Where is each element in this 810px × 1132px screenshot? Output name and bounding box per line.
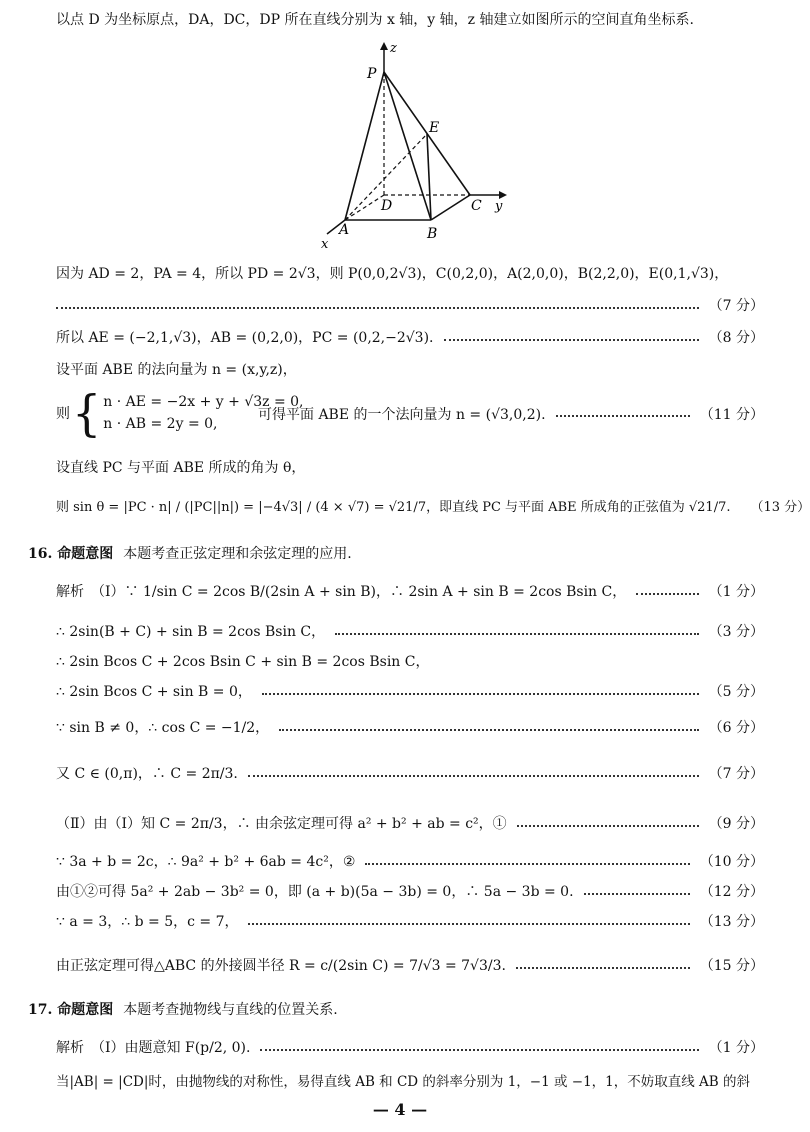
q17-heading bbox=[28, 1000, 338, 1020]
leader-dots bbox=[584, 893, 690, 895]
step-text: 由正弦定理可得△ABC 的外接圆半径 R = c/(2sin C) = 7/√3 = 7√3/3. bbox=[56, 958, 506, 974]
label-z: z bbox=[390, 41, 397, 56]
sys-result-text: 可得平面 ABE 的一个法向量为 n = (√3,0,2). bbox=[258, 407, 546, 423]
score: （7 分） bbox=[708, 298, 764, 314]
q16-step bbox=[56, 956, 764, 976]
score: （7 分） bbox=[708, 766, 764, 782]
step-text: ∵ 3a + b = 2c，∴ 9a² + b² + 6ab = 4c²，② bbox=[56, 854, 356, 870]
vectors-text: 所以 AE = (−2,1,√3)，AB = (0,2,0)，PC = (0,2,−2√3). bbox=[56, 330, 434, 346]
system-result-line bbox=[258, 404, 764, 424]
step-text: ∵ a = 3，∴ b = 5，c = 7， bbox=[56, 914, 239, 930]
coords-score-line bbox=[56, 296, 764, 316]
leader-dots bbox=[636, 593, 698, 595]
step-text: ∴ 2sin(B + C) + sin B = 2cos Bsin C， bbox=[56, 624, 326, 640]
sin-text: 则 sin θ = |PC · n| / (|PC||n|) = |−4√3| / (4 × √7) = √21/7，即直线 PC 与平面 ABE 所成角的正弦值为 √21/7. bbox=[56, 500, 731, 515]
q16-number: 16. 命题意图 bbox=[28, 546, 114, 562]
q16-step bbox=[56, 622, 764, 642]
q16-step bbox=[56, 814, 764, 834]
leader-dots bbox=[365, 863, 689, 865]
leader-dots bbox=[335, 633, 699, 635]
leader-dots bbox=[279, 729, 698, 731]
q17-step bbox=[56, 1072, 764, 1092]
q17-number: 17. 命题意图 bbox=[28, 1002, 114, 1018]
step-text: ∵ sin B ≠ 0，∴ cos C = −1/2， bbox=[56, 720, 270, 736]
leader-dots bbox=[556, 415, 690, 417]
angle-intro-line bbox=[56, 458, 764, 478]
leader-dots bbox=[517, 825, 699, 827]
leader-dots bbox=[516, 967, 690, 969]
edge-PC bbox=[384, 72, 470, 195]
label-B: B bbox=[427, 226, 438, 242]
label-C: C bbox=[471, 198, 482, 214]
leader-dots bbox=[248, 923, 689, 925]
q16-intent: 本题考查正弦定理和余弦定理的应用. bbox=[123, 546, 352, 562]
angle-intro-text: 设直线 PC 与平面 ABE 所成的角为 θ， bbox=[56, 460, 306, 476]
q16-step bbox=[56, 882, 764, 902]
step-text: 解析 （Ⅰ）∵ 1/sin C = 2cos B/(2sin A + sin B)，∴ 2sin A + sin B = 2cos Bsin C， bbox=[56, 584, 627, 600]
coords-text: 因为 AD = 2，PA = 4，所以 PD = 2√3，则 P(0,0,2√3)，C(0,2,0)，A(2,0,0)，B(2,2,0)，E(0,1,√3)， bbox=[56, 266, 729, 282]
q16-step bbox=[56, 852, 764, 872]
label-D: D bbox=[381, 198, 393, 214]
score: （9 分） bbox=[708, 816, 764, 832]
score: （10 分） bbox=[699, 854, 764, 870]
z-axis-arrow bbox=[380, 42, 388, 50]
edge-PA bbox=[345, 72, 384, 220]
label-A: A bbox=[339, 222, 350, 238]
leader-dots bbox=[248, 775, 699, 777]
score: （8 分） bbox=[708, 330, 764, 346]
score: （5 分） bbox=[708, 684, 764, 700]
q16-step bbox=[56, 582, 764, 602]
intro-text: 以点 D 为坐标原点，DA，DC，DP 所在直线分别为 x 轴，y 轴，z 轴建立如图所示的空间直角坐标系. bbox=[56, 12, 694, 28]
leader-dots bbox=[262, 693, 699, 695]
system-row-2: n · AB = 2y = 0, bbox=[103, 416, 218, 432]
leader-dots bbox=[444, 339, 699, 341]
q17-step bbox=[56, 1038, 764, 1058]
sys-prefix: 则 bbox=[56, 406, 70, 422]
score: （6 分） bbox=[708, 720, 764, 736]
label-y: y bbox=[495, 199, 503, 214]
left-brace: { bbox=[72, 384, 102, 442]
step-text: 又 C ∈ (0,π)，∴ C = 2π/3. bbox=[56, 766, 238, 782]
label-x: x bbox=[321, 237, 329, 252]
edge-BC bbox=[431, 195, 470, 220]
step-text: ∴ 2sin Bcos C + 2cos Bsin C + sin B = 2cos Bsin C， bbox=[56, 654, 430, 670]
system-row-1: n · AE = −2x + y + √3z = 0, bbox=[103, 394, 304, 410]
normal-intro-line bbox=[56, 360, 764, 380]
q16-step bbox=[56, 718, 764, 738]
score: （13 分） bbox=[750, 500, 810, 515]
step-text: 当|AB| = |CD|时，由抛物线的对称性，易得直线 AB 和 CD 的斜率分别为 1，−1 或 −1，1，不妨取直线 AB 的斜 bbox=[56, 1074, 751, 1090]
label-P: P bbox=[367, 66, 377, 82]
leader-dots bbox=[260, 1049, 698, 1051]
pyramid-figure bbox=[305, 38, 525, 258]
q16-step bbox=[56, 682, 764, 702]
step-text: 由①②可得 5a² + 2ab − 3b² = 0，即 (a + b)(5a − 3b) = 0，∴ 5a − 3b = 0. bbox=[56, 884, 574, 900]
score: （3 分） bbox=[708, 624, 764, 640]
normal-intro-text: 设平面 ABE 的法向量为 n = (x,y,z)， bbox=[56, 362, 297, 378]
page-number: — 4 — bbox=[372, 1100, 428, 1119]
sin-line bbox=[56, 498, 810, 518]
score: （11 分） bbox=[699, 407, 764, 423]
label-E: E bbox=[429, 120, 440, 136]
vectors-line bbox=[56, 328, 764, 348]
step-text: 解析 （Ⅰ）由题意知 F(p/2, 0). bbox=[56, 1040, 251, 1056]
intro-line bbox=[56, 10, 764, 30]
step-text: （Ⅱ）由（Ⅰ）知 C = 2π/3，∴ 由余弦定理可得 a² + b² + ab = c²，① bbox=[56, 816, 507, 832]
q17-intent: 本题考查抛物线与直线的位置关系. bbox=[123, 1002, 338, 1018]
step-text: ∴ 2sin Bcos C + sin B = 0， bbox=[56, 684, 252, 700]
score: （15 分） bbox=[699, 958, 764, 974]
q16-heading bbox=[28, 544, 352, 564]
leader-dots bbox=[56, 307, 699, 309]
coords-line bbox=[56, 264, 764, 284]
score: （1 分） bbox=[708, 1040, 764, 1056]
score: （12 分） bbox=[699, 884, 764, 900]
y-axis-arrow bbox=[499, 191, 507, 199]
q16-step bbox=[56, 764, 764, 784]
q16-step bbox=[56, 912, 764, 932]
q16-step bbox=[56, 652, 764, 672]
score: （1 分） bbox=[708, 584, 764, 600]
score: （13 分） bbox=[699, 914, 764, 930]
